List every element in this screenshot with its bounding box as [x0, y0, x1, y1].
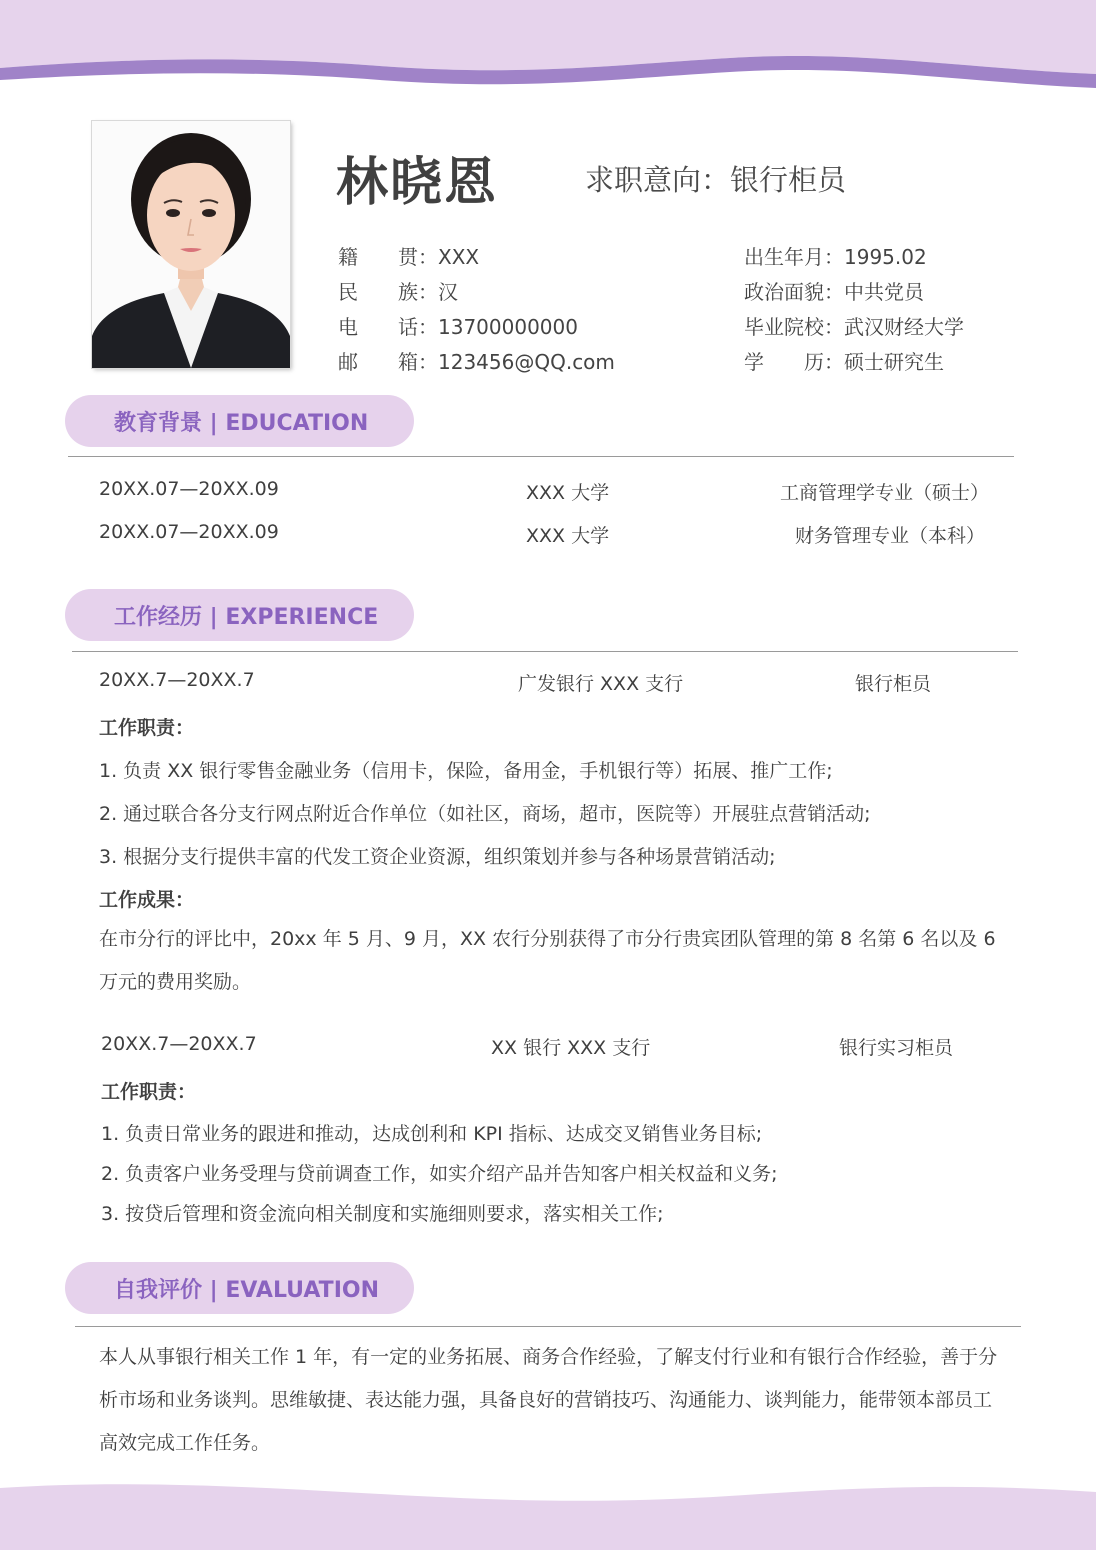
- info-label-char: 学: [744, 350, 764, 374]
- info-label-char: 邮: [338, 350, 358, 374]
- info-row-ethnicity: [338, 275, 615, 310]
- info-row-origin: [338, 240, 615, 275]
- job-result-text: 在市分行的评比中，20xx 年 5 月、9 月，XX 农行分别获得了市分行贵宾团队管理的第 8 名第 6 名以及 6 万元的费用奖励。: [99, 928, 996, 993]
- job-duty-item: 2. 通过联合各分支行网点附近合作单位（如社区，商场，超市，医院等）开展驻点营销活动;: [99, 803, 871, 825]
- info-row-school: [744, 310, 964, 345]
- info-label-political: 政治面貌：: [744, 280, 844, 304]
- info-value-phone: 13700000000: [438, 315, 578, 339]
- info-row-birth: [744, 240, 964, 275]
- candidate-name: 林晓恩: [336, 153, 499, 213]
- experience-divider: [72, 651, 1018, 652]
- info-label-char: 话：: [398, 315, 438, 339]
- info-value-school: 武汉财经大学: [844, 315, 964, 339]
- edu-major: 财务管理专业（本科）: [795, 525, 986, 547]
- job-company: 广发银行 XXX 支行: [518, 673, 684, 695]
- job-duty-item: 1. 负责日常业务的跟进和推动，达成创利和 KPI 指标、达成交叉销售业务目标;: [101, 1123, 763, 1145]
- evaluation-title: 自我评价 | EVALUATION: [114, 1277, 379, 1303]
- edu-date: 20XX.07—20XX.09: [99, 478, 279, 500]
- education-divider: [68, 456, 1014, 457]
- job-role: 银行实习柜员: [839, 1037, 954, 1059]
- job-intent-value: 银行柜员: [730, 163, 847, 197]
- job-result-label: 工作成果：: [99, 889, 195, 911]
- info-label-char: 电: [338, 315, 358, 339]
- info-value-ethnicity: 汉: [438, 280, 458, 304]
- info-label-char: 箱：: [398, 350, 438, 374]
- info-row-political: [744, 275, 964, 310]
- edu-school: XXX 大学: [526, 525, 610, 547]
- job-intent-label: 求职意向：: [585, 163, 731, 197]
- job-date: 20XX.7—20XX.7: [101, 1033, 257, 1055]
- person-portrait-icon: [92, 121, 290, 368]
- info-row-email: [338, 345, 615, 380]
- job-intent: [585, 158, 846, 199]
- evaluation-text: 本人从事银行相关工作 1 年，有一定的业务拓展、商务合作经验，了解支付行业和有银行合作经验，善于分析市场和业务谈判。思维敏捷、表达能力强，具备良好的营销技巧、沟通能力、谈判能力，能带领本部员工高效完成工作任务。: [99, 1346, 998, 1454]
- job-date: 20XX.7—20XX.7: [99, 669, 255, 691]
- job-duty-label: 工作职责：: [101, 1081, 197, 1103]
- info-label-char: 历：: [804, 350, 844, 374]
- info-value-degree: 硕士研究生: [844, 350, 944, 374]
- edu-major: 工商管理学专业（硕士）: [780, 482, 990, 504]
- info-label-char: 籍: [338, 245, 358, 269]
- info-value-email: 123456@QQ.com: [438, 350, 615, 374]
- evaluation-divider: [75, 1326, 1021, 1327]
- evaluation-section-header: [65, 1262, 414, 1314]
- info-label-char: 族：: [398, 280, 438, 304]
- job-role: 银行柜员: [855, 673, 932, 695]
- info-label-char: 民: [338, 280, 358, 304]
- bottom-wave-decoration: [0, 1480, 1096, 1550]
- job-duty-label: 工作职责：: [99, 717, 195, 739]
- job-company: XX 银行 XXX 支行: [491, 1037, 651, 1059]
- info-label-char: 贯：: [398, 245, 438, 269]
- info-label-school: 毕业院校：: [744, 315, 844, 339]
- top-wave-decoration: [0, 0, 1096, 95]
- info-value-political: 中共党员: [844, 280, 924, 304]
- personal-info-right: [744, 240, 964, 380]
- job-duty-item: 3. 按贷后管理和资金流向相关制度和实施细则要求，落实相关工作;: [101, 1203, 664, 1225]
- info-value-origin: XXX: [438, 245, 480, 269]
- edu-school: XXX 大学: [526, 482, 610, 504]
- job-duty-item: 3. 根据分支行提供丰富的代发工资企业资源，组织策划并参与各种场景营销活动;: [99, 846, 776, 868]
- info-row-phone: [338, 310, 615, 345]
- experience-title: 工作经历 | EXPERIENCE: [114, 604, 379, 630]
- profile-photo: [92, 121, 290, 368]
- education-section-header: [65, 395, 414, 447]
- job-duty-item: 2. 负责客户业务受理与贷前调查工作，如实介绍产品并告知客户相关权益和义务;: [101, 1163, 778, 1185]
- edu-date: 20XX.07—20XX.09: [99, 521, 279, 543]
- personal-info-left: [338, 240, 615, 380]
- experience-section-header: [65, 589, 414, 641]
- info-label-birth: 出生年月：: [744, 245, 844, 269]
- education-title: 教育背景 | EDUCATION: [114, 410, 369, 436]
- info-value-birth: 1995.02: [844, 245, 927, 269]
- job-duty-item: 1. 负责 XX 银行零售金融业务（信用卡，保险，备用金，手机银行等）拓展、推广工作;: [99, 760, 833, 782]
- info-row-degree: [744, 345, 964, 380]
